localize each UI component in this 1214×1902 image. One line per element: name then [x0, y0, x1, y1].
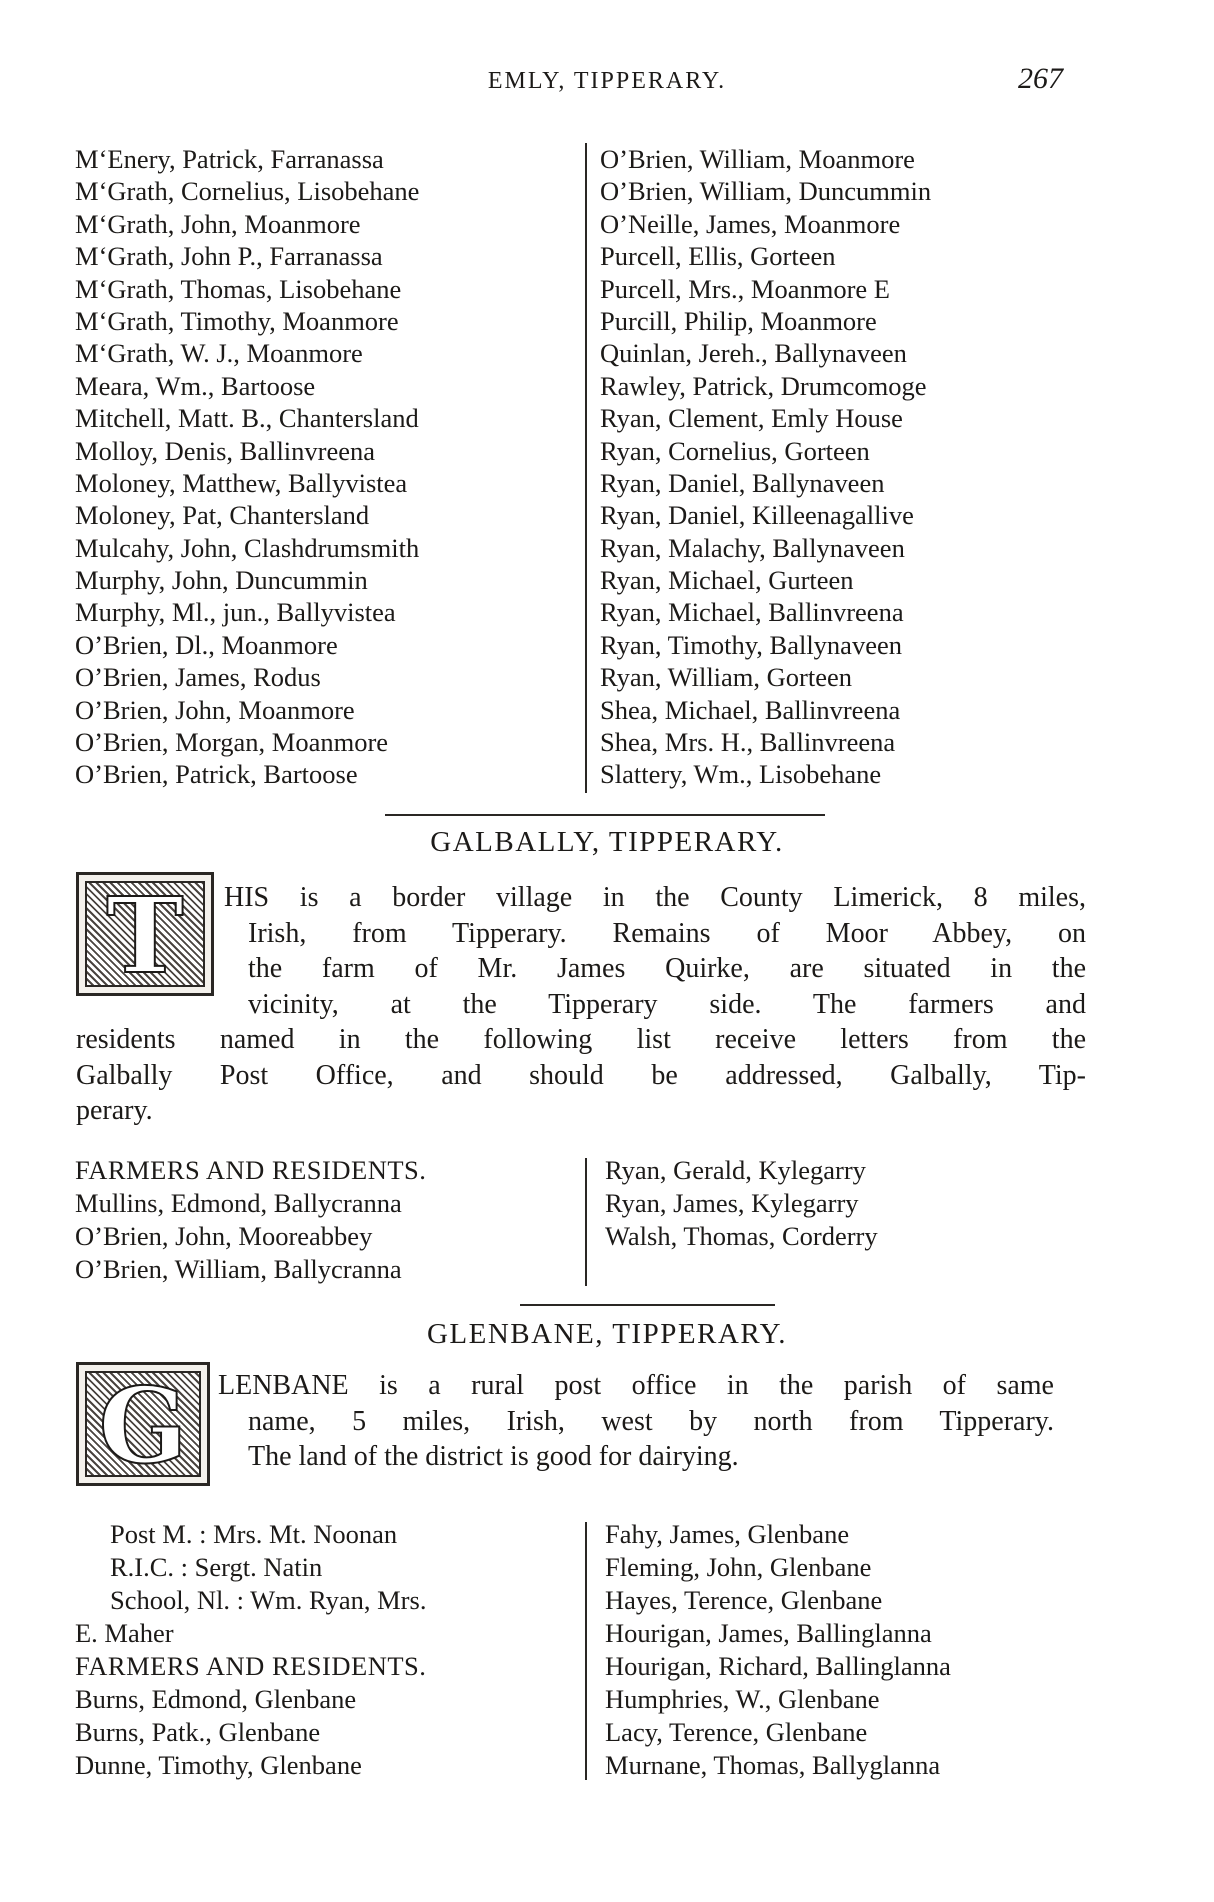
paragraph-line: residents named in the following list receive letters from the	[76, 1024, 1086, 1055]
paragraph-line: The land of the district is good for dairying.	[248, 1441, 739, 1472]
list-item: M‘Grath, John P., Farranassa	[75, 241, 383, 272]
list-item: O’Brien, John, Moanmore	[75, 694, 355, 725]
paragraph-line: LENBANE is a rural post office in the parish of same	[218, 1370, 1054, 1401]
list-item: M‘Grath, W. J., Moanmore	[75, 338, 363, 369]
list-item: M‘Enery, Patrick, Farranassa	[75, 144, 384, 174]
list-item: Hourigan, James, Ballinglanna	[605, 1618, 932, 1648]
official-entry: School, Nl. : Wm. Ryan, Mrs.	[110, 1585, 427, 1615]
galbally-right-column	[605, 1154, 1085, 1253]
list-item: Humphries, W., Glenbane	[605, 1684, 880, 1714]
list-item: Murphy, Ml., jun., Ballyvistea	[75, 597, 396, 628]
glenbane-right-column	[605, 1518, 1085, 1782]
column-divider	[585, 1158, 587, 1286]
running-head-title: EMLY, TIPPERARY.	[487, 68, 727, 94]
list-item: Shea, Mrs. H., Ballinvreena	[600, 727, 896, 758]
list-item: O’Neille, James, Moanmore	[600, 208, 901, 239]
emly-right-column	[600, 143, 1080, 791]
list-item: O’Brien, Dl., Moanmore	[75, 629, 338, 660]
paragraph-line: Irish, from Tipperary. Remains of Moor Abbey, on	[248, 917, 1086, 949]
paragraph-line: name, 5 miles, Irish, west by north from Tipperary.	[248, 1405, 1054, 1437]
paragraph-line: HIS is a border village in the County Limerick, 8 miles,	[224, 882, 1086, 913]
galbally-description-bottom	[76, 1022, 1086, 1129]
list-item: Shea, Michael, Ballinvreena	[600, 694, 901, 725]
paragraph-line: vicinity, at the Tipperary side. The farmers and	[248, 988, 1086, 1020]
list-item: M‘Grath, Thomas, Lisobehane	[75, 273, 402, 304]
list-item: O’Brien, James, Rodus	[75, 662, 321, 693]
list-item: M‘Grath, Timothy, Moanmore	[75, 305, 399, 336]
list-item: Rawley, Patrick, Drumcomoge	[600, 370, 927, 401]
dropcap-letter: G	[98, 1364, 188, 1487]
list-item: Quinlan, Jereh., Ballynaveen	[600, 338, 907, 369]
list-item: Lacy, Terence, Glenbane	[605, 1717, 868, 1747]
official-entry: Post M. : Mrs. Mt. Noonan	[110, 1519, 398, 1549]
list-item: Ryan, Daniel, Ballynaveen	[600, 467, 885, 498]
official-entry-continued: E. Maher	[75, 1618, 174, 1648]
list-item: Moloney, Pat, Chantersland	[75, 500, 370, 531]
section-divider	[520, 1304, 775, 1306]
list-item: Slattery, Wm., Lisobehane	[600, 759, 882, 790]
list-item: Ryan, Michael, Gurteen	[600, 565, 854, 596]
list-item: Meara, Wm., Bartoose	[75, 370, 316, 401]
page-number: 267	[1018, 62, 1063, 95]
list-item: Murphy, John, Duncummin	[75, 565, 368, 596]
emly-left-column	[75, 143, 575, 791]
glenbane-dropcap	[76, 1362, 210, 1486]
list-item: O’Brien, William, Ballycranna	[75, 1254, 402, 1284]
list-item: Hayes, Terence, Glenbane	[605, 1585, 883, 1615]
list-item: O’Brien, Morgan, Moanmore	[75, 727, 389, 758]
list-item: O’Brien, John, Mooreabbey	[75, 1221, 373, 1251]
list-item: Mulcahy, John, Clashdrumsmith	[75, 532, 420, 563]
list-item: Purcill, Philip, Moanmore	[600, 305, 877, 336]
list-item: Ryan, William, Gorteen	[600, 662, 853, 693]
list-item: Ryan, Clement, Emly House	[600, 403, 903, 434]
dropcap-letter: T	[106, 874, 184, 997]
list-item: O’Brien, Patrick, Bartoose	[75, 759, 358, 790]
list-item: Ryan, Michael, Ballinvreena	[600, 597, 904, 628]
list-heading: FARMERS AND RESIDENTS.	[75, 1651, 427, 1681]
list-item: Ryan, Daniel, Killeenagallive	[600, 500, 914, 531]
running-head	[0, 62, 1214, 102]
glenbane-description	[218, 1368, 1054, 1475]
list-item: Fleming, John, Glenbane	[605, 1552, 872, 1582]
list-item: O’Brien, William, Moanmore	[600, 144, 915, 174]
list-item: Ryan, James, Kylegarry	[605, 1188, 859, 1218]
list-item: Burns, Edmond, Glenbane	[75, 1684, 357, 1714]
paragraph-line: Galbally Post Office, and should be addressed, Galbally, Tip-	[76, 1059, 1086, 1091]
list-item: Hourigan, Richard, Ballinglanna	[605, 1651, 951, 1681]
list-heading: FARMERS AND RESIDENTS.	[75, 1155, 427, 1185]
list-item: Purcell, Ellis, Gorteen	[600, 241, 836, 272]
list-item: Ryan, Gerald, Kylegarry	[605, 1155, 866, 1185]
section-divider	[385, 814, 825, 816]
list-item: O’Brien, William, Duncummin	[600, 176, 932, 207]
list-item: Ryan, Timothy, Ballynaveen	[600, 629, 902, 660]
emly-list	[75, 143, 1075, 803]
section-title-glenbane: GLENBANE, TIPPERARY.	[426, 1318, 788, 1350]
galbally-list	[75, 1154, 1075, 1294]
list-item: Molloy, Denis, Ballinvreena	[75, 435, 376, 466]
list-item: Ryan, Cornelius, Gorteen	[600, 435, 870, 466]
official-entry: R.I.C. : Sergt. Natin	[110, 1552, 323, 1582]
list-item: M‘Grath, John, Moanmore	[75, 208, 361, 239]
list-item: Dunne, Timothy, Glenbane	[75, 1750, 362, 1780]
list-item: Mitchell, Matt. B., Chantersland	[75, 403, 419, 434]
list-item: Moloney, Matthew, Ballyvistea	[75, 467, 408, 498]
list-item: Burns, Patk., Glenbane	[75, 1717, 321, 1747]
list-item: Purcell, Mrs., Moanmore E	[600, 273, 890, 304]
list-item: Ryan, Malachy, Ballynaveen	[600, 532, 905, 563]
column-divider	[585, 143, 587, 793]
galbally-left-column	[75, 1154, 575, 1286]
section-title-galbally: GALBALLY, TIPPERARY.	[430, 826, 784, 858]
galbally-dropcap	[76, 872, 214, 996]
glenbane-list	[75, 1518, 1075, 1788]
list-item: M‘Grath, Cornelius, Lisobehane	[75, 176, 420, 207]
list-item: Murnane, Thomas, Ballyglanna	[605, 1750, 941, 1780]
list-item: Fahy, James, Glenbane	[605, 1519, 850, 1549]
paragraph-line: perary.	[76, 1095, 153, 1126]
glenbane-left-column	[75, 1518, 575, 1782]
list-item: Walsh, Thomas, Corderry	[605, 1221, 878, 1251]
paragraph-line: the farm of Mr. James Quirke, are situated in the	[248, 953, 1086, 984]
list-item: Mullins, Edmond, Ballycranna	[75, 1188, 402, 1218]
galbally-description-top	[224, 880, 1086, 1022]
column-divider	[585, 1522, 587, 1780]
